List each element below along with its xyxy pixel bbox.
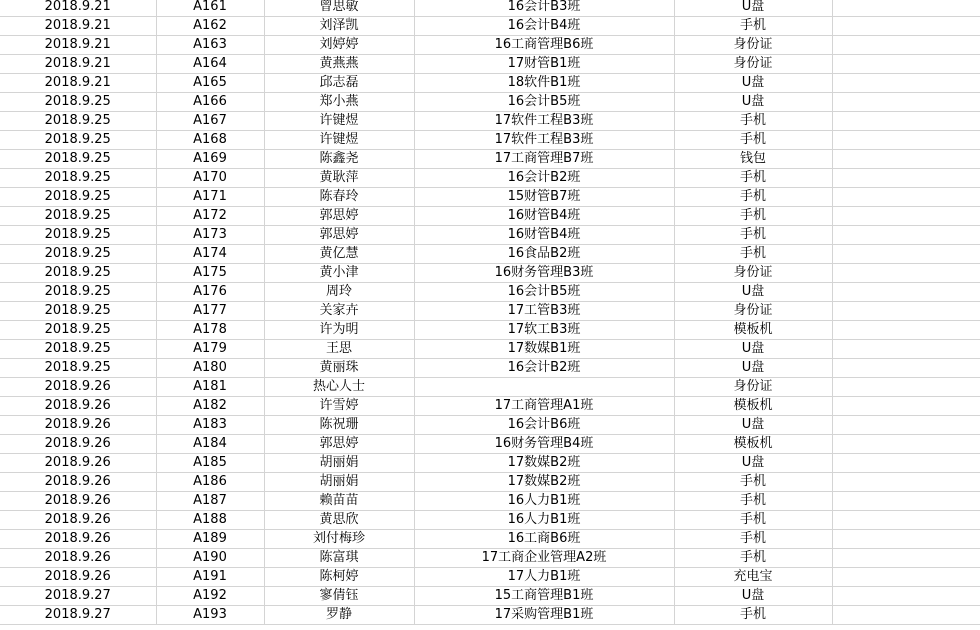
date-cell[interactable]: 2018.9.25 [0, 359, 156, 378]
date-cell[interactable]: 2018.9.25 [0, 226, 156, 245]
date-cell[interactable]: 2018.9.25 [0, 245, 156, 264]
table-row [0, 226, 980, 245]
item-cell[interactable]: U盘 [674, 340, 832, 359]
table-row [0, 188, 980, 207]
class-cell[interactable]: 15财管B7班 [414, 188, 674, 207]
id-cell[interactable]: A176 [156, 283, 264, 302]
name-cell[interactable]: 热心人士 [264, 378, 414, 397]
id-cell[interactable]: A168 [156, 131, 264, 150]
empty-cell[interactable] [832, 188, 980, 207]
id-cell[interactable]: A166 [156, 93, 264, 112]
empty-cell[interactable] [832, 131, 980, 150]
table-row [0, 473, 980, 492]
empty-cell[interactable] [832, 530, 980, 549]
empty-cell[interactable] [832, 606, 980, 625]
class-cell[interactable]: 16会计B5班 [414, 283, 674, 302]
item-cell[interactable]: U盘 [674, 93, 832, 112]
class-cell[interactable]: 17工商管理B7班 [414, 150, 674, 169]
name-cell[interactable]: 刘婷婷 [264, 36, 414, 55]
class-cell[interactable]: 17软件工程B3班 [414, 112, 674, 131]
empty-cell[interactable] [832, 17, 980, 36]
item-cell[interactable]: U盘 [674, 283, 832, 302]
name-cell[interactable]: 陈祝珊 [264, 416, 414, 435]
class-cell[interactable]: 18软件B1班 [414, 74, 674, 93]
id-cell[interactable]: A183 [156, 416, 264, 435]
class-cell[interactable]: 16会计B4班 [414, 17, 674, 36]
item-cell[interactable]: 身份证 [674, 55, 832, 74]
class-cell[interactable]: 16财务管理B4班 [414, 435, 674, 454]
table-row [0, 568, 980, 587]
date-cell[interactable]: 2018.9.26 [0, 511, 156, 530]
class-cell[interactable] [414, 378, 674, 397]
name-cell[interactable]: 郭思婷 [264, 226, 414, 245]
name-cell[interactable]: 黄小津 [264, 264, 414, 283]
id-cell[interactable]: A162 [156, 17, 264, 36]
empty-cell[interactable] [832, 245, 980, 264]
item-cell[interactable]: 模板机 [674, 397, 832, 416]
name-cell[interactable]: 黄丽珠 [264, 359, 414, 378]
id-cell[interactable]: A191 [156, 568, 264, 587]
empty-cell[interactable] [832, 378, 980, 397]
date-cell[interactable]: 2018.9.21 [0, 55, 156, 74]
id-cell[interactable]: A175 [156, 264, 264, 283]
date-cell[interactable]: 2018.9.26 [0, 530, 156, 549]
table-row [0, 36, 980, 55]
table-row [0, 245, 980, 264]
date-cell[interactable]: 2018.9.25 [0, 150, 156, 169]
name-cell[interactable]: 王思 [264, 340, 414, 359]
name-cell[interactable]: 黄思欣 [264, 511, 414, 530]
name-cell[interactable]: 刘泽凯 [264, 17, 414, 36]
table-row [0, 264, 980, 283]
name-cell[interactable]: 赖苗苗 [264, 492, 414, 511]
table-row [0, 340, 980, 359]
id-cell[interactable]: A185 [156, 454, 264, 473]
item-cell[interactable]: U盘 [674, 359, 832, 378]
class-cell[interactable]: 16人力B1班 [414, 492, 674, 511]
name-cell[interactable]: 许键煜 [264, 112, 414, 131]
empty-cell[interactable] [832, 435, 980, 454]
name-cell[interactable]: 郭思婷 [264, 435, 414, 454]
date-cell[interactable]: 2018.9.25 [0, 131, 156, 150]
item-cell[interactable]: 手机 [674, 169, 832, 188]
empty-cell[interactable] [832, 36, 980, 55]
class-cell[interactable]: 17人力B1班 [414, 568, 674, 587]
date-cell[interactable]: 2018.9.25 [0, 188, 156, 207]
date-cell[interactable]: 2018.9.26 [0, 492, 156, 511]
table-row [0, 378, 980, 397]
table-row [0, 93, 980, 112]
name-cell[interactable]: 郑小燕 [264, 93, 414, 112]
date-cell[interactable]: 2018.9.27 [0, 587, 156, 606]
date-cell[interactable]: 2018.9.21 [0, 36, 156, 55]
item-cell[interactable]: 手机 [674, 17, 832, 36]
item-cell[interactable]: 手机 [674, 473, 832, 492]
empty-cell[interactable] [832, 74, 980, 93]
item-cell[interactable]: 手机 [674, 226, 832, 245]
empty-cell[interactable] [832, 207, 980, 226]
id-cell[interactable]: A171 [156, 188, 264, 207]
name-cell[interactable]: 刘付梅珍 [264, 530, 414, 549]
table-row [0, 492, 980, 511]
name-cell[interactable]: 陈富琪 [264, 549, 414, 568]
item-cell[interactable]: U盘 [674, 74, 832, 93]
name-cell[interactable]: 周玲 [264, 283, 414, 302]
empty-cell[interactable] [832, 226, 980, 245]
id-cell[interactable]: A177 [156, 302, 264, 321]
name-cell[interactable]: 曾思敏 [264, 0, 414, 17]
table-row [0, 17, 980, 36]
table-row [0, 321, 980, 340]
empty-cell[interactable] [832, 283, 980, 302]
id-cell[interactable]: A165 [156, 74, 264, 93]
class-cell[interactable]: 16会计B3班 [414, 0, 674, 17]
id-cell[interactable]: A178 [156, 321, 264, 340]
table-row [0, 416, 980, 435]
table-row [0, 302, 980, 321]
name-cell[interactable]: 罗静 [264, 606, 414, 625]
table-row [0, 606, 980, 625]
item-cell[interactable]: 身份证 [674, 36, 832, 55]
class-cell[interactable]: 16工商管理B6班 [414, 36, 674, 55]
date-cell[interactable]: 2018.9.25 [0, 93, 156, 112]
class-cell[interactable]: 17数媒B2班 [414, 454, 674, 473]
name-cell[interactable]: 黄亿慧 [264, 245, 414, 264]
empty-cell[interactable] [832, 473, 980, 492]
name-cell[interactable]: 陈鑫尧 [264, 150, 414, 169]
empty-cell[interactable] [832, 511, 980, 530]
item-cell[interactable]: 身份证 [674, 378, 832, 397]
item-cell[interactable]: 手机 [674, 207, 832, 226]
id-cell[interactable]: A161 [156, 0, 264, 17]
item-cell[interactable]: 手机 [674, 112, 832, 131]
date-cell[interactable]: 2018.9.21 [0, 74, 156, 93]
id-cell[interactable]: A187 [156, 492, 264, 511]
date-cell[interactable]: 2018.9.26 [0, 378, 156, 397]
empty-cell[interactable] [832, 302, 980, 321]
name-cell[interactable]: 许键煜 [264, 131, 414, 150]
id-cell[interactable]: A184 [156, 435, 264, 454]
table-row [0, 55, 980, 74]
class-cell[interactable]: 17工管B3班 [414, 302, 674, 321]
name-cell[interactable]: 郭思婷 [264, 207, 414, 226]
name-cell[interactable]: 胡丽娟 [264, 473, 414, 492]
item-cell[interactable]: 充电宝 [674, 568, 832, 587]
item-cell[interactable]: 手机 [674, 492, 832, 511]
item-cell[interactable]: U盘 [674, 454, 832, 473]
class-cell[interactable]: 16财管B4班 [414, 226, 674, 245]
item-cell[interactable]: 手机 [674, 549, 832, 568]
table-row [0, 150, 980, 169]
table-row [0, 169, 980, 188]
empty-cell[interactable] [832, 340, 980, 359]
name-cell[interactable]: 许雪婷 [264, 397, 414, 416]
id-cell[interactable]: A181 [156, 378, 264, 397]
table-row [0, 207, 980, 226]
name-cell[interactable]: 关家卉 [264, 302, 414, 321]
id-cell[interactable]: A190 [156, 549, 264, 568]
empty-cell[interactable] [832, 169, 980, 188]
empty-cell[interactable] [832, 492, 980, 511]
item-cell[interactable]: U盘 [674, 416, 832, 435]
date-cell[interactable]: 2018.9.26 [0, 397, 156, 416]
date-cell[interactable]: 2018.9.26 [0, 568, 156, 587]
date-cell[interactable]: 2018.9.21 [0, 17, 156, 36]
empty-cell[interactable] [832, 93, 980, 112]
table-row [0, 587, 980, 606]
empty-cell[interactable] [832, 150, 980, 169]
name-cell[interactable]: 陈柯婷 [264, 568, 414, 587]
date-cell[interactable]: 2018.9.25 [0, 321, 156, 340]
name-cell[interactable]: 黄耿萍 [264, 169, 414, 188]
item-cell[interactable]: 手机 [674, 188, 832, 207]
table-row [0, 112, 980, 131]
id-cell[interactable]: A167 [156, 112, 264, 131]
class-cell[interactable]: 16财管B4班 [414, 207, 674, 226]
id-cell[interactable]: A182 [156, 397, 264, 416]
name-cell[interactable]: 胡丽娟 [264, 454, 414, 473]
id-cell[interactable]: A164 [156, 55, 264, 74]
empty-cell[interactable] [832, 321, 980, 340]
table-row [0, 435, 980, 454]
empty-cell[interactable] [832, 587, 980, 606]
id-cell[interactable]: A169 [156, 150, 264, 169]
empty-cell[interactable] [832, 549, 980, 568]
item-cell[interactable]: 模板机 [674, 435, 832, 454]
date-cell[interactable]: 2018.9.25 [0, 169, 156, 188]
item-cell[interactable]: 手机 [674, 530, 832, 549]
item-cell[interactable]: U盘 [674, 0, 832, 17]
item-cell[interactable]: 模板机 [674, 321, 832, 340]
class-cell[interactable]: 17数媒B2班 [414, 473, 674, 492]
date-cell[interactable]: 2018.9.25 [0, 302, 156, 321]
empty-cell[interactable] [832, 568, 980, 587]
empty-cell[interactable] [832, 359, 980, 378]
table-row [0, 74, 980, 93]
id-cell[interactable]: A192 [156, 587, 264, 606]
empty-cell[interactable] [832, 112, 980, 131]
date-cell[interactable]: 2018.9.25 [0, 112, 156, 131]
id-cell[interactable]: A180 [156, 359, 264, 378]
table-row [0, 359, 980, 378]
name-cell[interactable]: 黄燕燕 [264, 55, 414, 74]
class-cell[interactable]: 16食品B2班 [414, 245, 674, 264]
date-cell[interactable]: 2018.9.26 [0, 416, 156, 435]
table-row [0, 530, 980, 549]
date-cell[interactable]: 2018.9.25 [0, 283, 156, 302]
id-cell[interactable]: A170 [156, 169, 264, 188]
class-cell[interactable]: 16人力B1班 [414, 511, 674, 530]
class-cell[interactable]: 17工商企业管理A2班 [414, 549, 674, 568]
date-cell[interactable]: 2018.9.26 [0, 549, 156, 568]
item-cell[interactable]: 钱包 [674, 150, 832, 169]
class-cell[interactable]: 17数媒B1班 [414, 340, 674, 359]
id-cell[interactable]: A172 [156, 207, 264, 226]
table-row [0, 0, 980, 17]
class-cell[interactable]: 16工商B6班 [414, 530, 674, 549]
class-cell[interactable]: 16会计B2班 [414, 359, 674, 378]
table-row [0, 397, 980, 416]
empty-cell[interactable] [832, 416, 980, 435]
item-cell[interactable]: 手机 [674, 511, 832, 530]
empty-cell[interactable] [832, 264, 980, 283]
empty-cell[interactable] [832, 454, 980, 473]
class-cell[interactable]: 15工商管理B1班 [414, 587, 674, 606]
name-cell[interactable]: 许为明 [264, 321, 414, 340]
date-cell[interactable]: 2018.9.26 [0, 454, 156, 473]
class-cell[interactable]: 16会计B2班 [414, 169, 674, 188]
class-cell[interactable]: 17财管B1班 [414, 55, 674, 74]
date-cell[interactable]: 2018.9.25 [0, 207, 156, 226]
id-cell[interactable]: A193 [156, 606, 264, 625]
item-cell[interactable]: 手机 [674, 606, 832, 625]
date-cell[interactable]: 2018.9.27 [0, 606, 156, 625]
class-cell[interactable]: 16财务管理B3班 [414, 264, 674, 283]
date-cell[interactable]: 2018.9.26 [0, 473, 156, 492]
id-cell[interactable]: A174 [156, 245, 264, 264]
table-row [0, 131, 980, 150]
id-cell[interactable]: A186 [156, 473, 264, 492]
item-cell[interactable]: U盘 [674, 587, 832, 606]
class-cell[interactable]: 17工商管理A1班 [414, 397, 674, 416]
class-cell[interactable]: 16会计B6班 [414, 416, 674, 435]
empty-cell[interactable] [832, 0, 980, 17]
name-cell[interactable]: 寥倩钰 [264, 587, 414, 606]
table-row [0, 549, 980, 568]
item-cell[interactable]: 手机 [674, 131, 832, 150]
date-cell[interactable]: 2018.9.21 [0, 0, 156, 17]
item-cell[interactable]: 身份证 [674, 302, 832, 321]
class-cell[interactable]: 16会计B5班 [414, 93, 674, 112]
item-cell[interactable]: 手机 [674, 245, 832, 264]
item-cell[interactable]: 身份证 [674, 264, 832, 283]
date-cell[interactable]: 2018.9.26 [0, 435, 156, 454]
class-cell[interactable]: 17软件工程B3班 [414, 131, 674, 150]
date-cell[interactable]: 2018.9.25 [0, 264, 156, 283]
id-cell[interactable]: A189 [156, 530, 264, 549]
name-cell[interactable]: 邱志磊 [264, 74, 414, 93]
table-row [0, 511, 980, 530]
id-cell[interactable]: A188 [156, 511, 264, 530]
date-cell[interactable]: 2018.9.25 [0, 340, 156, 359]
table-row [0, 454, 980, 473]
id-cell[interactable]: A179 [156, 340, 264, 359]
id-cell[interactable]: A173 [156, 226, 264, 245]
empty-cell[interactable] [832, 397, 980, 416]
table-row [0, 283, 980, 302]
empty-cell[interactable] [832, 55, 980, 74]
class-cell[interactable]: 17采购管理B1班 [414, 606, 674, 625]
class-cell[interactable]: 17软工B3班 [414, 321, 674, 340]
id-cell[interactable]: A163 [156, 36, 264, 55]
name-cell[interactable]: 陈春玲 [264, 188, 414, 207]
